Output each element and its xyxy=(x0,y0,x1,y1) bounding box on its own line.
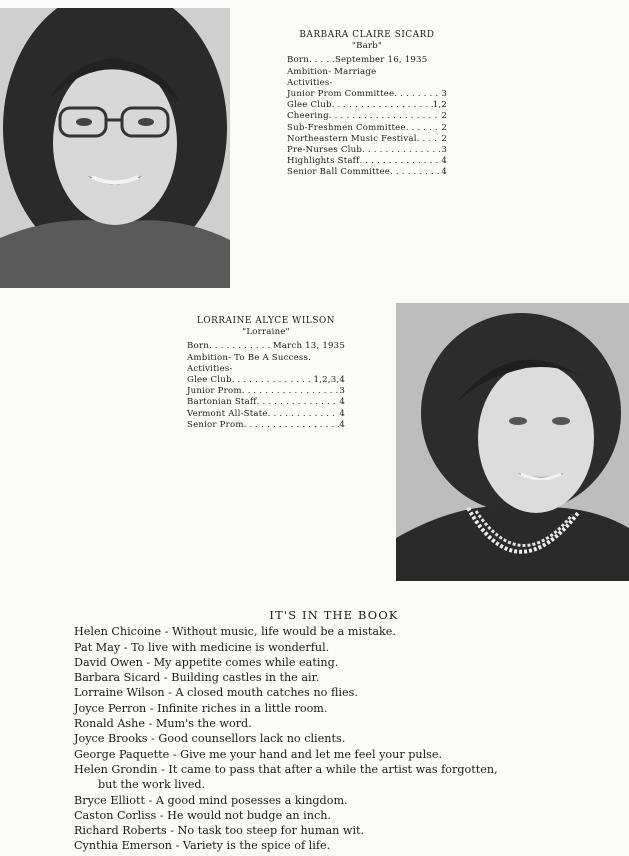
quote-line: Barbara Sicard - Building castles in the air. xyxy=(74,671,320,685)
quote-line: Helen Chicoine - Without music, life would be a mistake. xyxy=(74,625,396,639)
senior-nickname: "Lorraine" xyxy=(242,327,290,338)
quote-line: Bryce Elliott - A good mind posesses a kingdom. xyxy=(74,793,348,807)
senior-name: BARBARA CLAIRE SICARD xyxy=(299,30,435,40)
quote-line: David Owen - My appetite comes while eating. xyxy=(74,655,339,669)
activity-row: Vermont All-State . . . 4 xyxy=(187,409,345,420)
quote-line: Helen Grondin - It came to pass that after a while the artist was forgotten, xyxy=(74,762,498,776)
activities-label: Activities- xyxy=(187,363,233,374)
activity-row: Glee Club . . . 1,2,3,4 xyxy=(187,375,345,386)
quote-line: Pat May - To live with medicine is wonderful. xyxy=(74,640,330,654)
ambition: Ambition- To Be A Success. xyxy=(187,352,312,363)
activity-row: Pre-Nurses Club . . . 3 xyxy=(287,145,447,156)
born-row xyxy=(287,55,447,66)
quotes-title: IT'S IN THE BOOK xyxy=(269,608,399,622)
born-label: Born xyxy=(287,55,309,66)
activity-row: Northeastern Music Festival . . . 2 xyxy=(287,134,447,145)
quotes-section xyxy=(74,608,594,854)
activity-row: Sub-Freshmen Committee . . . 2 xyxy=(287,123,447,134)
activity-row: Cheering . . . 2 xyxy=(287,111,447,122)
senior-info-barbara-sicard xyxy=(287,30,447,179)
senior-name: LORRAINE ALYCE WILSON xyxy=(196,316,336,326)
born-value: September 16, 1935 xyxy=(334,55,428,66)
activity-row: Junior Prom Committee . . . 3 xyxy=(287,89,447,100)
quote-line: Joyce Perron - Infinite riches in a little room. xyxy=(74,701,328,715)
activity-row: Glee Club . . . 1,2 xyxy=(287,100,447,111)
born-value: March 13, 1935 xyxy=(272,341,345,352)
activity-row: Junior Prom . . . 3 xyxy=(187,386,345,397)
quote-line: Richard Roberts - No task too steep for human wit. xyxy=(74,824,365,838)
portrait-barbara-sicard xyxy=(0,8,230,288)
born-label: Born xyxy=(187,341,209,352)
activity-row: Bartonian Staff . . . 4 xyxy=(187,397,345,408)
quote-line: Cynthia Emerson - Variety is the spice of life. xyxy=(74,839,331,853)
born-row xyxy=(187,341,345,352)
quote-line: George Paquette - Give me your hand and let me feel your pulse. xyxy=(74,747,443,761)
quote-line: Caston Corliss - He would not budge an inch. xyxy=(74,808,331,822)
portrait-lorraine-wilson xyxy=(396,303,629,581)
ambition: Ambition- Marriage xyxy=(287,66,377,77)
activity-row: Senior Ball Committee . . . 4 xyxy=(287,167,447,178)
senior-info-lorraine-wilson xyxy=(187,316,345,431)
quote-line-continuation: but the work lived. xyxy=(98,778,206,792)
quote-line: Ronald Ashe - Mum's the word. xyxy=(74,717,252,731)
activities-label: Activities- xyxy=(287,77,333,88)
senior-nickname: "Barb" xyxy=(351,41,383,52)
quote-line: Lorraine Wilson - A closed mouth catches no flies. xyxy=(74,686,358,700)
activity-row: Senior Prom . . . 4 xyxy=(187,420,345,431)
quote-line: Joyce Brooks - Good counsellors lack no clients. xyxy=(74,732,346,746)
activity-row: Highlights Staff . . . 4 xyxy=(287,156,447,167)
